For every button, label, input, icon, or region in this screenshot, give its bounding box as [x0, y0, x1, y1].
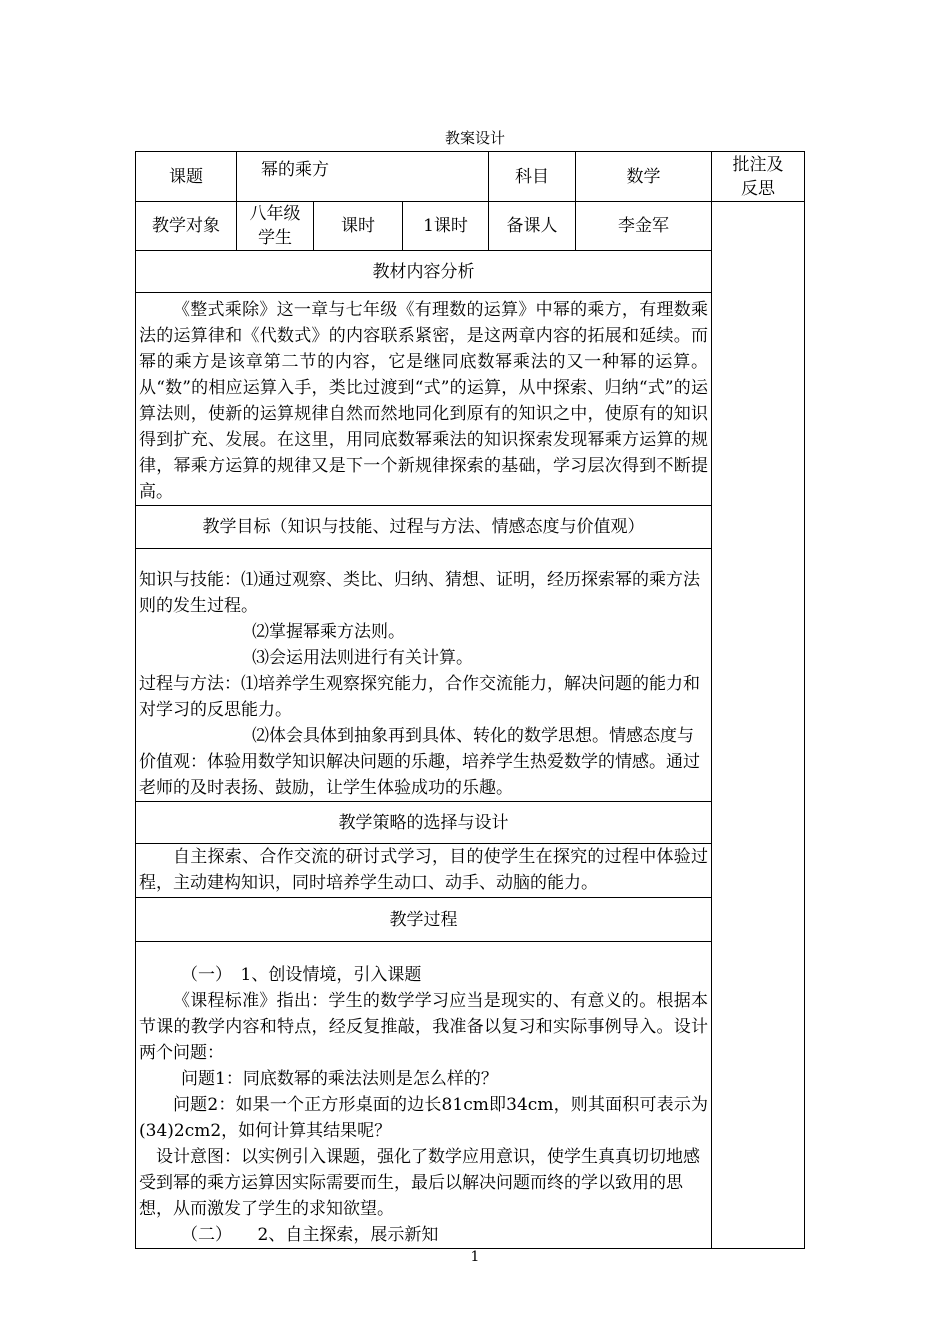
process-title: 教学过程 — [136, 898, 712, 942]
goals-knowledge-3: ⑶会运用法则进行有关计算。 — [252, 648, 473, 668]
goals-knowledge: 知识与技能：⑴通过观察、类比、归纳、猜想、证明，经历探索幂的乘方法则的发生过程。 — [139, 570, 700, 616]
goals-content — [136, 549, 712, 802]
audience-value: 八年级学生 — [237, 202, 314, 251]
process-question-2: 问题2：如果一个正方形桌面的边长81cm即34cm，则其面积可表示为(34)2cm2，如何计算其结果呢？ — [139, 1095, 708, 1141]
analysis-text: 《整式乘除》这一章与七年级《有理数的运算》中幂的乘方，有理数乘法的运算律和《代数式》的内容联系紧密，是这两章内容的拓展和延续。而幂的乘方是该章第二节的内容，它是继同底数幂乘法的又一种幂的运算。从“数”的相应运算入手，类比过渡到“式”的运算，从中探索、归纳“式”的运算法则，使新的运算规律自然而然地同化到原有的知识之中，使原有的知识得到扩充、发展。在这里，用同底数幂乘法的知识探索发现幂乘方运算的规律，幂乘方运算的规律又是下一个新规律探索的基础，学习层次得到不断提高。 — [139, 300, 708, 502]
goals-knowledge-2: ⑵掌握幂乘方法则。 — [252, 622, 405, 642]
lesson-plan-table — [135, 151, 805, 1249]
hours-label: 课时 — [314, 202, 403, 251]
header-row-1 — [136, 152, 805, 202]
process-step-2: （二） 2、自主探索，展示新知 — [181, 1225, 439, 1245]
notes-label: 批注及反思 — [712, 152, 805, 202]
preparer-value: 李金军 — [576, 202, 712, 251]
header-row-2 — [136, 202, 805, 251]
process-question-1: 问题1：同底数幂的乘法法则是怎么样的？ — [181, 1069, 498, 1089]
subject-label: 科目 — [489, 152, 576, 202]
subject-value: 数学 — [576, 152, 712, 202]
process-intent: 设计意图：以实例引入课题，强化了数学应用意识，使学生真真切切地感受到幂的乘方运算因实际需要而生，最后以解决问题而终的学以致用的思想，从而激发了学生的求知欲望。 — [139, 1147, 700, 1219]
document-title: 教案设计 — [444, 129, 505, 147]
strategy-text: 自主探索、合作交流的研讨式学习，目的使学生在探究的过程中体验过程，主动建构知识，同时培养学生动口、动手、动脑的能力。 — [139, 847, 708, 893]
process-content — [136, 942, 712, 1249]
process-step-1: （一） 1、创设情境，引入课题 — [181, 965, 422, 985]
audience-label: 教学对象 — [136, 202, 237, 251]
goals-title: 教学目标（知识与技能、过程与方法、情感态度与价值观） — [136, 506, 712, 549]
analysis-title: 教材内容分析 — [136, 251, 712, 293]
goals-process: 过程与方法：⑴培养学生观察探究能力，合作交流能力，解决问题的能力和对学习的反思能力。 — [139, 674, 700, 720]
process-intro: 《课程标准》指出：学生的数学学习应当是现实的、有意义的。根据本节课的教学内容和特点，经反复推敲，我准备以复习和实际事例导入。设计两个问题： — [139, 991, 708, 1063]
topic-value: 幂的乘方 — [237, 152, 489, 202]
page-number: 1 — [470, 1249, 480, 1265]
notes-column — [712, 202, 805, 1249]
strategy-title: 教学策略的选择与设计 — [136, 802, 712, 844]
hours-value: 1课时 — [403, 202, 489, 251]
preparer-label: 备课人 — [489, 202, 576, 251]
goals-process-2: ⑵体会具体到抽象再到具体、转化的数学思想。情感态度与价值观：体验用数学知识解决问题的乐趣，培养学生热爱数学的情感。通过老师的及时表扬、鼓励，让学生体验成功的乐趣。 — [139, 726, 700, 798]
topic-label: 课题 — [136, 152, 237, 202]
